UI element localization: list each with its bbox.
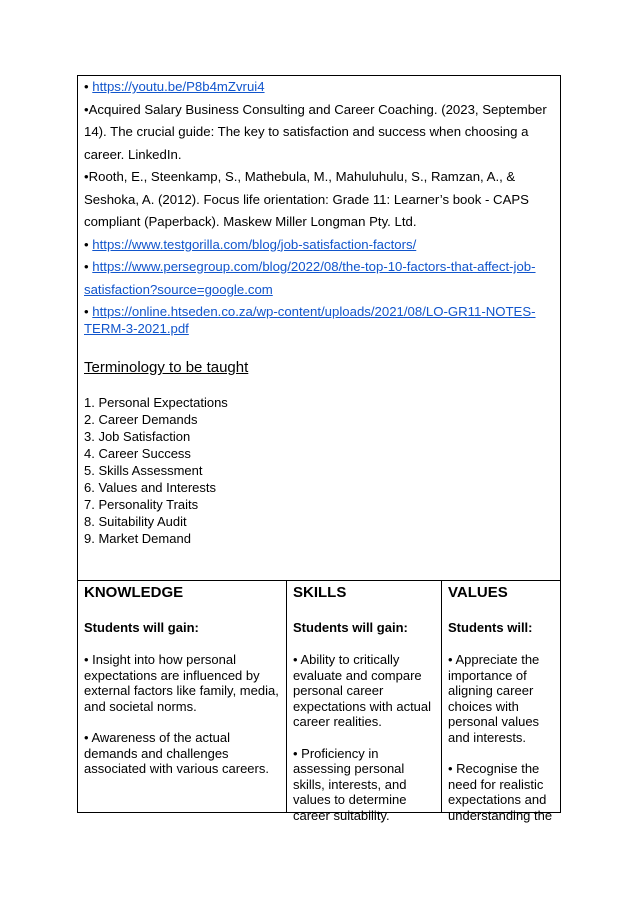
knowledge-point: • Awareness of the actual demands and challenges associated with various careers.	[84, 730, 269, 776]
bullet: •	[84, 79, 93, 94]
values-point: • Recognise the need for realistic expectations and understanding the	[448, 761, 553, 823]
reference-list	[84, 76, 554, 337]
values-points	[448, 652, 554, 823]
values-heading: VALUES	[448, 584, 508, 601]
reference-item	[84, 76, 554, 99]
reference-item: •Rooth, E., Steenkamp, S., Mathebula, M., Mahuluhulu, S., Ramzan, A., & Seshoka, A. (2012). Focus life orientation: Grade 11: Learner’s book - CAPS compliant (Paperback). Maskew Miller Longman Pty. Ltd.	[84, 169, 529, 229]
knowledge-column	[78, 581, 287, 812]
skills-subheading: Students will gain:	[293, 620, 408, 635]
reference-item	[84, 256, 554, 301]
values-point: • Appreciate the importance of aligning career choices with personal values and interests.	[448, 652, 540, 745]
values-subheading: Students will:	[448, 620, 533, 635]
reference-link[interactable]: https://www.persegroup.com/blog/2022/08/the-top-10-factors-that-affect-job-satisfaction?source=google.com	[84, 259, 536, 297]
outcomes-row	[78, 581, 560, 823]
resources-cell	[78, 76, 560, 581]
knowledge-point: • Insight into how personal expectations are influenced by external factors like family, media, and societal norms.	[84, 652, 279, 714]
skills-points	[293, 652, 435, 823]
knowledge-points	[84, 652, 280, 777]
terminology-item: 5. Skills Assessment	[84, 463, 203, 478]
skills-column	[287, 581, 442, 823]
terminology-title: Terminology to be taught	[84, 359, 249, 376]
reference-item: •Acquired Salary Business Consulting and Career Coaching. (2023, September 14). The crucial guide: The key to satisfaction and success when choosing a career. LinkedIn.	[84, 101, 547, 162]
terminology-item: 8. Suitability Audit	[84, 514, 187, 529]
terminology-item: 1. Personal Expectations	[84, 395, 228, 410]
bullet: •	[84, 304, 93, 319]
terminology-item: 2. Career Demands	[84, 412, 198, 427]
reference-item	[84, 234, 554, 257]
bullet: •	[84, 236, 93, 252]
skills-point: • Proficiency in assessing personal skills, interests, and values to determine career suitability.	[293, 745, 407, 823]
terminology-item: 6. Values and Interests	[84, 480, 217, 495]
reference-link[interactable]: https://online.htseden.co.za/wp-content/uploads/2021/08/LO-GR11-NOTES-TERM-3-2021.pdf	[84, 304, 536, 336]
skills-point: • Ability to critically evaluate and compare personal career expectations with actual career realities.	[293, 652, 432, 729]
terminology-item: 7. Personality Traits	[84, 497, 199, 512]
lesson-table	[77, 75, 561, 823]
terminology-list	[84, 394, 228, 547]
values-column	[442, 581, 560, 823]
reference-link[interactable]: https://www.testgorilla.com/blog/job-satisfaction-factors/	[92, 236, 417, 252]
terminology-item: 4. Career Success	[84, 446, 191, 461]
knowledge-heading: KNOWLEDGE	[84, 584, 184, 601]
reference-link[interactable]: https://youtu.be/P8b4mZvrui4	[92, 79, 265, 94]
terminology-item: 9. Market Demand	[84, 531, 191, 546]
bullet: •	[84, 259, 93, 274]
knowledge-subheading: Students will gain:	[84, 620, 199, 635]
skills-heading: SKILLS	[293, 584, 347, 601]
terminology-item: 3. Job Satisfaction	[84, 429, 191, 444]
reference-item	[84, 303, 554, 337]
